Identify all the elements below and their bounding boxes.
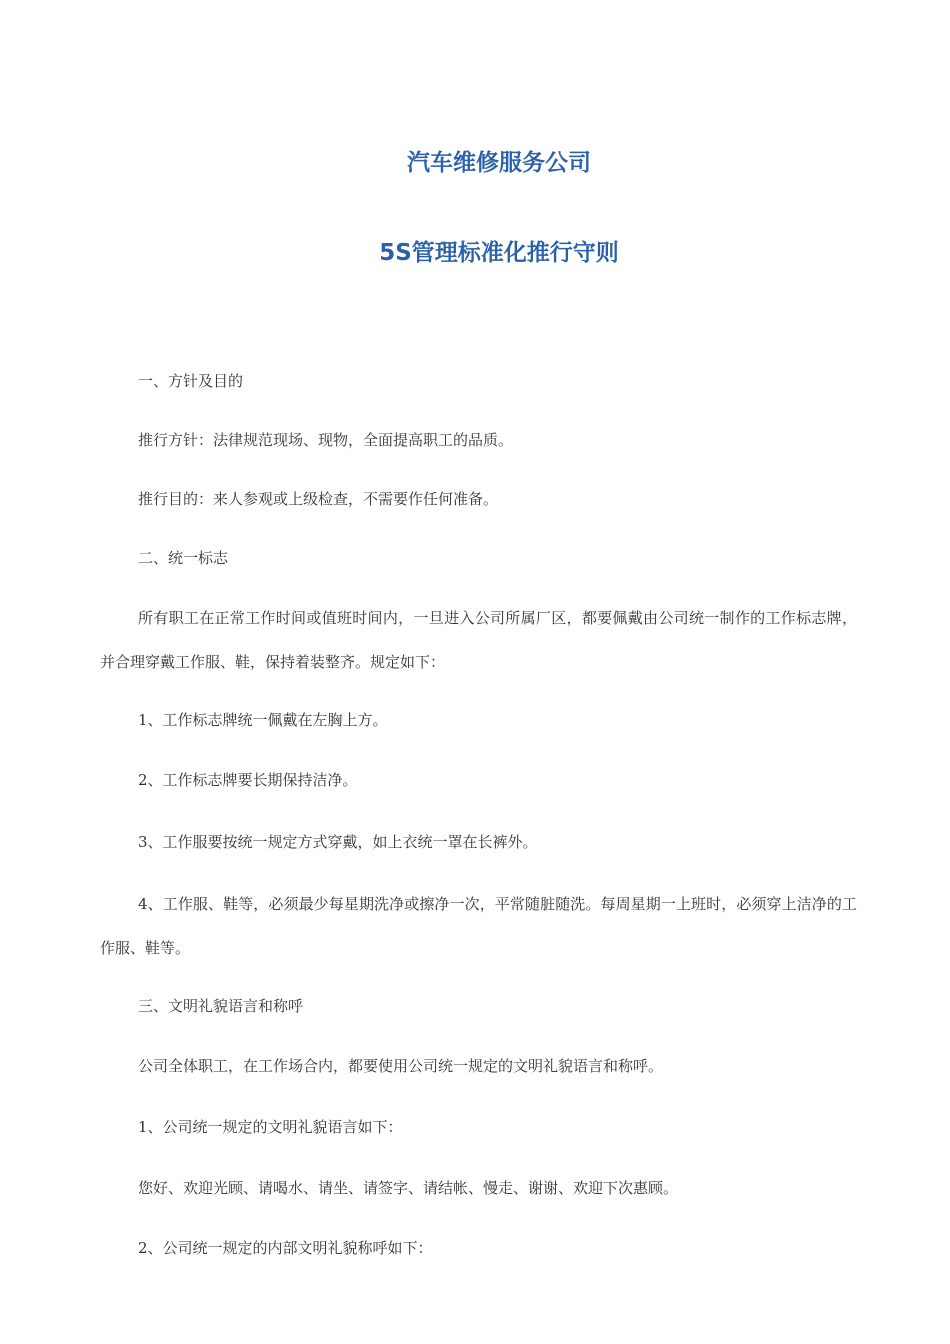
document-title: 汽车维修服务公司: [407, 150, 591, 176]
paragraph-etiquette: 公司全体职工，在工作场合内，都要使用公司统一规定的文明礼貌语言和称呼。: [138, 1057, 664, 1075]
section-heading-1: 一、方针及目的: [138, 372, 244, 390]
list-item-1: 1、工作标志牌统一佩戴在左胸上方。: [138, 711, 388, 729]
paragraph-badge-rules: 所有职工在正常工作时间或值班时间内，一旦进入公司所属厂区，都要佩戴由公司统一制作的工作标志牌，并合理穿戴工作服、鞋，保持着装整齐。规定如下：: [100, 609, 857, 671]
list-item-2: 2、工作标志牌要长期保持洁净。: [138, 771, 358, 789]
list-item-3: 3、工作服要按统一规定方式穿戴，如上衣统一罩在长裤外。: [138, 833, 538, 851]
list-item-etiquette-1: 1、公司统一规定的文明礼貌语言如下：: [138, 1118, 403, 1136]
section-heading-2: 二、统一标志: [138, 549, 229, 567]
list-item-4: 4、工作服、鞋等，必须最少每星期洗净或擦净一次，平常随脏随洗。每周星期一上班时，必须穿上洁净的工作服、鞋等。: [100, 895, 857, 957]
paragraph-policy: 推行方针：法律规范现场、现物，全面提高职工的品质。: [138, 431, 514, 449]
list-item-etiquette-2: 2、公司统一规定的内部文明礼貌称呼如下：: [138, 1239, 433, 1257]
paragraph-phrases: 您好、欢迎光顾、请喝水、请坐、请签字、请结帐、慢走、谢谢、欢迎下次惠顾。: [138, 1179, 679, 1197]
paragraph-purpose: 推行目的：来人参观或上级检查，不需要作任何准备。: [138, 490, 499, 508]
section-heading-3: 三、文明礼貌语言和称呼: [138, 997, 304, 1015]
document-subtitle: 5S管理标准化推行守则: [379, 240, 619, 266]
